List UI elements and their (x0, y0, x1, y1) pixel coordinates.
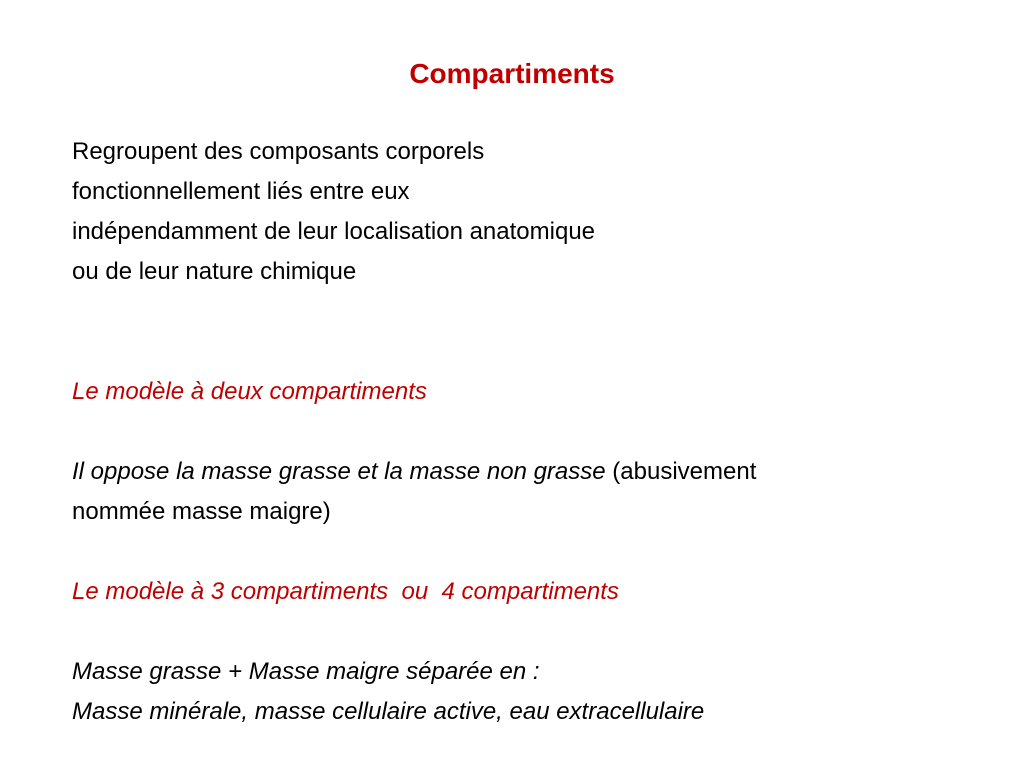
two-compartments-heading: Le modèle à deux compartiments (72, 378, 427, 405)
two-compartments-normal-1: (abusivement (612, 458, 757, 485)
slide-title: Compartiments (409, 58, 615, 89)
multi-compartments-heading: Le modèle à 3 compartiments ou 4 compartiments (72, 578, 619, 605)
spacer (72, 412, 972, 452)
intro-line-1: Regroupent des composants corporels (72, 138, 485, 165)
two-compartments-description (72, 452, 972, 492)
intro-line-2: fonctionnellement liés entre eux (72, 178, 410, 205)
slide-body (72, 132, 972, 732)
multi-compartments-line-2: Masse minérale, masse cellulaire active, eau extracellulaire (72, 698, 705, 725)
spacer (72, 292, 972, 332)
intro-line-3: indépendamment de leur localisation anatomique (72, 218, 596, 245)
intro-line-4: ou de leur nature chimique (72, 258, 357, 285)
two-compartments-italic: Il oppose la masse grasse et la masse non grasse (72, 458, 606, 485)
multi-compartments-line-1: Masse grasse + Masse maigre séparée en : (72, 658, 540, 685)
two-compartments-normal-2: nommée masse maigre) (72, 498, 331, 525)
spacer (72, 332, 972, 372)
spacer (72, 532, 972, 572)
spacer (72, 612, 972, 652)
